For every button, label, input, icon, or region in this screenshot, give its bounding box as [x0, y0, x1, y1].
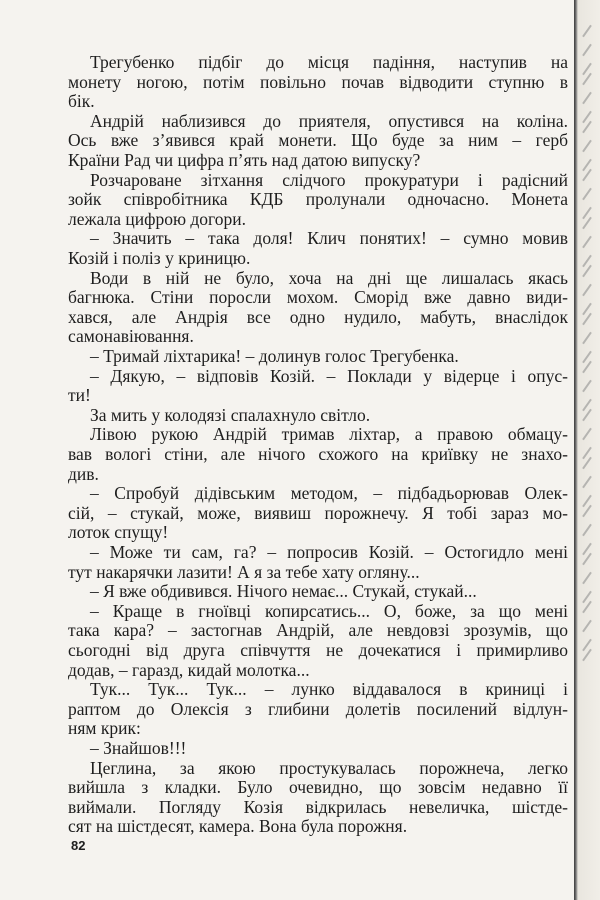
paragraph-line: вав вологі стіни, але нічого схожого на криївку не знахо-	[68, 444, 568, 464]
paragraph-line: див.	[68, 463, 99, 484]
paragraph-first-line: Трегубенко підбіг до місця падіння, наступив на	[90, 52, 568, 72]
paragraph-line: лоток спущу!	[68, 522, 169, 543]
paragraph-first-line: Цеглина, за якою простукувалась порожнеча, легко	[90, 757, 568, 778]
paragraph-line: виймали. Погляду Козія відкрилась невеличка, шістде-	[68, 796, 568, 817]
paragraph-first-line: Лівою рукою Андрій тримав ліхтар, а правою обмацу-	[90, 424, 568, 445]
paragraph-first-line: – Дякую, – відповів Козій. – Поклади у відерце і опус-	[90, 365, 568, 386]
paragraph-first-line: – Може ти сам, га? – попросив Козій. – Остогидло мені	[90, 542, 568, 562]
paragraph-line: лежала цифрою догори.	[68, 208, 247, 229]
paragraph-line: бік.	[68, 91, 95, 112]
paragraph-line: Країни Рад чи цифра п’ять над датою випуску?	[68, 150, 421, 170]
page-number: 82	[71, 838, 86, 853]
paragraph-line: вийшла з кладки. Було очевидно, що зовсім недавно її	[68, 777, 568, 798]
paragraph-first-line: За мить у колодязі спалахнуло світло.	[90, 404, 371, 425]
paragraph-line: ням крик:	[68, 718, 141, 739]
paragraph-line: сьогодні від друга співчуття не дочекатися і примирливо	[68, 640, 568, 660]
paragraph-first-line: – Знайшов!!!	[90, 738, 187, 758]
paragraph-first-line: – Спробуй дідівським методом, – підбадьорював Олек-	[90, 483, 568, 504]
paragraph-line: така кара? – застогнав Андрій, але невдовзі зрозумів, що	[68, 620, 568, 641]
paragraph-first-line: – Значить – така доля! Клич понятих! – сумно мовив	[90, 228, 568, 249]
paragraph-line: багнюка. Стіни поросли мохом. Сморід вже давно види-	[68, 287, 568, 308]
paragraph-line: сят на шістдесят, камера. Вона була порожня.	[68, 816, 408, 837]
paragraph-line: сій, – стукай, може, виявиш порожнечу. Я тобі зараз мо-	[68, 502, 568, 523]
paragraph-line: тут накарячки лазити! А я за тебе хату огляну...	[68, 561, 420, 582]
paragraph-first-line: – Тримай ліхтарика! – долинув голос Трегубенка.	[90, 346, 459, 366]
paragraph-line: хався, але Андрія все одно нудило, мабуть, внаслідок	[68, 306, 568, 327]
paragraph-line: ти!	[68, 385, 91, 406]
paragraph-first-line: Води в ній не було, хоча на дні ще лишалась якась	[90, 267, 568, 288]
paragraph-line: додав, – гаразд, кидай молотка...	[68, 659, 310, 680]
paragraph-first-line: Андрій наблизився до приятеля, опустився на коліна.	[90, 110, 568, 131]
paragraph-first-line: Розчароване зітхання слідчого прокуратури і радісний	[90, 169, 568, 190]
paragraph-first-line: – Краще в гноївці копирсатись... О, боже, за що мені	[90, 600, 568, 621]
paragraph-line: раптом до Олексія з глибини долетів посилений відлун-	[68, 698, 568, 719]
paragraph-line: самонавіювання.	[68, 326, 194, 347]
paragraph-line: Ось вже з’явився край монети. Що буде за ним – герб	[68, 130, 568, 151]
paragraph-line: монету ногою, потім повільно почав відводити ступню в	[68, 71, 568, 92]
paragraph-line: зойк співробітника КДБ пролунали одночасно. Монета	[68, 189, 568, 210]
paragraph-first-line: Тук... Тук... Тук... – лунко віддавалося в криниці і	[90, 679, 568, 700]
paragraph-first-line: – Я вже обдивився. Нічого немає... Стукай, стукай...	[90, 581, 477, 602]
paragraph-line: Козій і поліз у криницю.	[68, 248, 251, 268]
